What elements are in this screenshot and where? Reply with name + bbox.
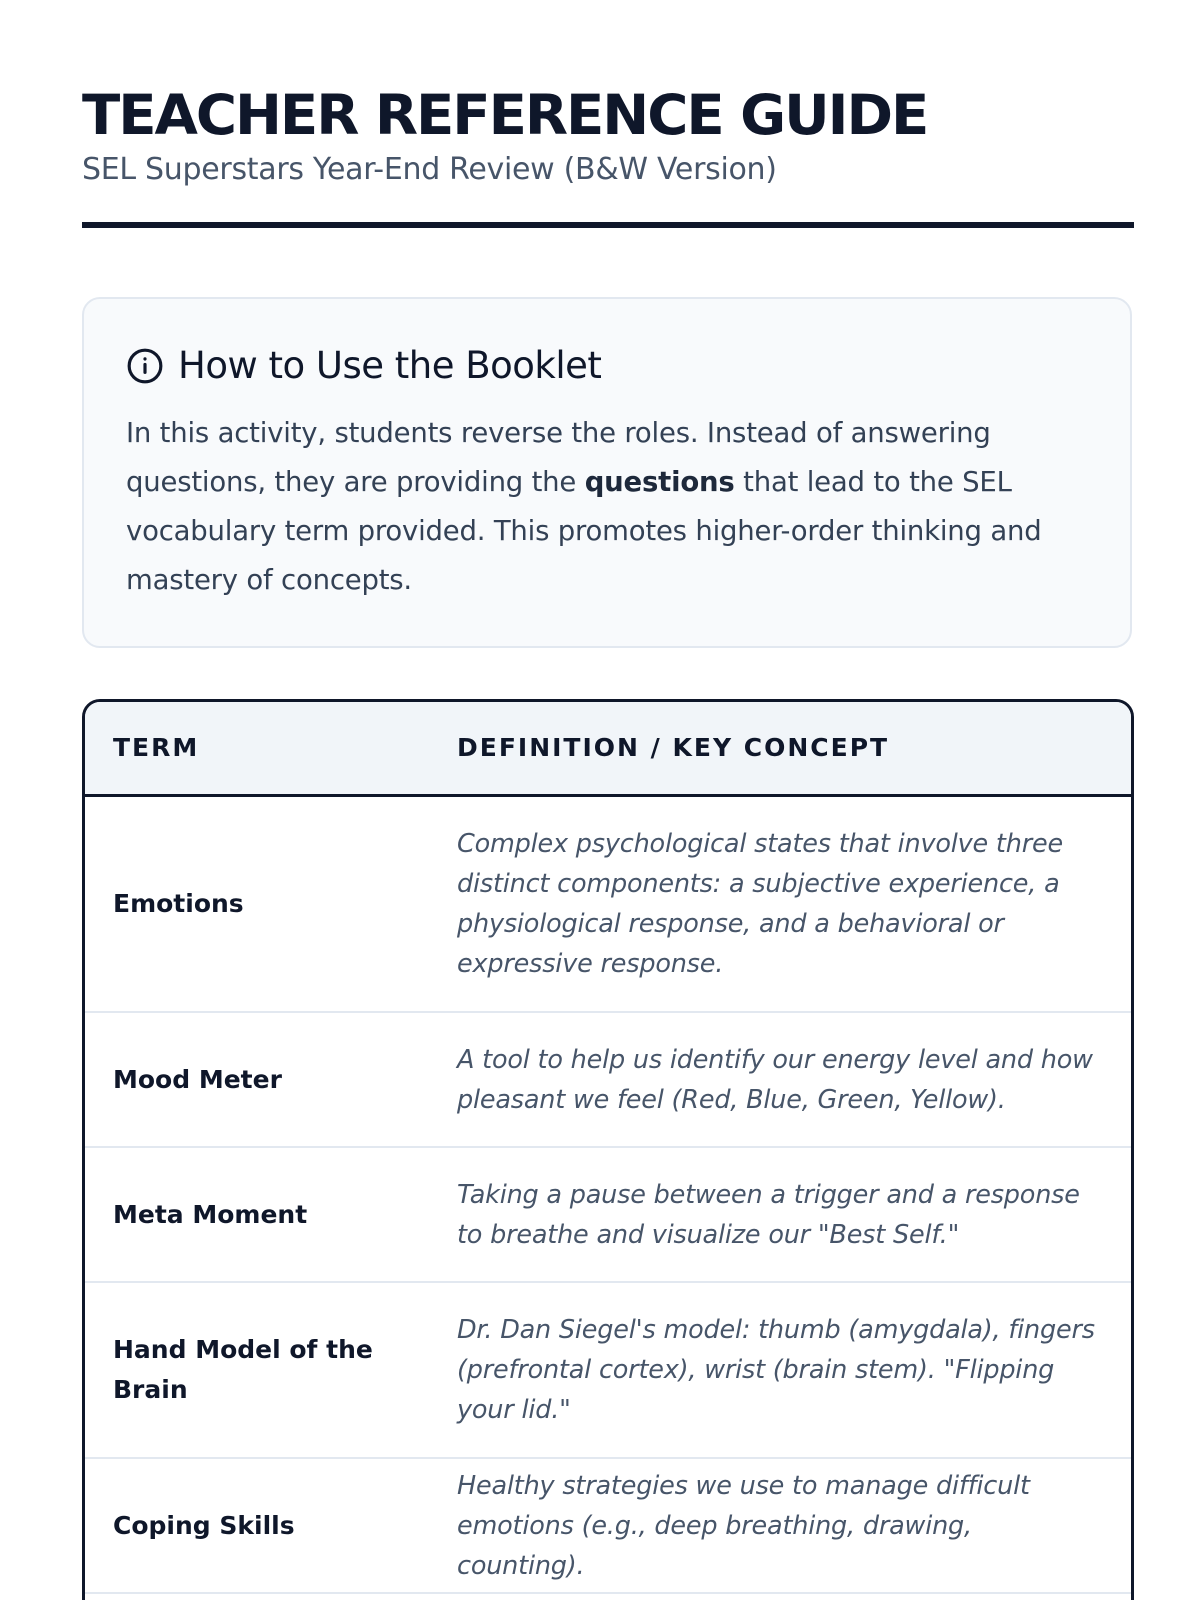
table-row <box>85 1013 1131 1148</box>
definition-cell: Taking a pause between a trigger and a response to breathe and visualize our "Best Self." <box>457 1179 1080 1250</box>
term-cell: Hand Model of the Brain <box>113 1335 373 1404</box>
how-to-use-description <box>126 409 1076 605</box>
how-to-use-heading <box>126 343 601 389</box>
table-row <box>85 797 1131 1013</box>
vocabulary-table <box>82 699 1134 1600</box>
term-cell: Coping Skills <box>113 1510 295 1540</box>
column-header-term: TERM <box>113 733 200 762</box>
description-text-end: that lead to the SEL vocabulary term provided. This promotes higher-order thinking and mastery of concepts. <box>126 466 1042 596</box>
table-row <box>85 1459 1131 1594</box>
description-text-start: In this activity, students reverse the roles. Instead of answering questions, they are providing the <box>126 417 991 498</box>
term-cell: Emotions <box>113 889 244 918</box>
table-row <box>85 1283 1131 1459</box>
term-cell: Meta Moment <box>113 1199 308 1229</box>
info-circle-icon <box>126 347 164 385</box>
definition-cell: Healthy strategies we use to manage difficult emotions (e.g., deep breathing, drawing, counting). <box>457 1470 1030 1581</box>
description-emphasis: questions <box>584 466 735 498</box>
header-divider <box>82 222 1134 228</box>
definition-cell: A tool to help us identify our energy level and how pleasant we feel (Red, Blue, Green, Yellow). <box>457 1044 1093 1115</box>
column-header-definition: DEFINITION / KEY CONCEPT <box>457 733 890 762</box>
reference-page <box>82 0 1134 1600</box>
definition-cell: Complex psychological states that involve three distinct components: a subjective experience, a physiological response, and a behavioral or expressive response. <box>457 829 1063 979</box>
how-to-use-box <box>82 297 1132 648</box>
page-subtitle: SEL Superstars Year-End Review (B&W Version) <box>82 152 777 187</box>
table-header <box>85 702 1131 797</box>
how-to-use-title: How to Use the Booklet <box>178 344 602 387</box>
term-cell: Mood Meter <box>113 1064 282 1094</box>
definition-cell: Dr. Dan Siegel's model: thumb (amygdala), fingers (prefrontal cortex), wrist (brain stem). "Flipping your lid." <box>457 1315 1095 1425</box>
table-row <box>85 1148 1131 1283</box>
page-title: TEACHER REFERENCE GUIDE <box>82 83 928 147</box>
